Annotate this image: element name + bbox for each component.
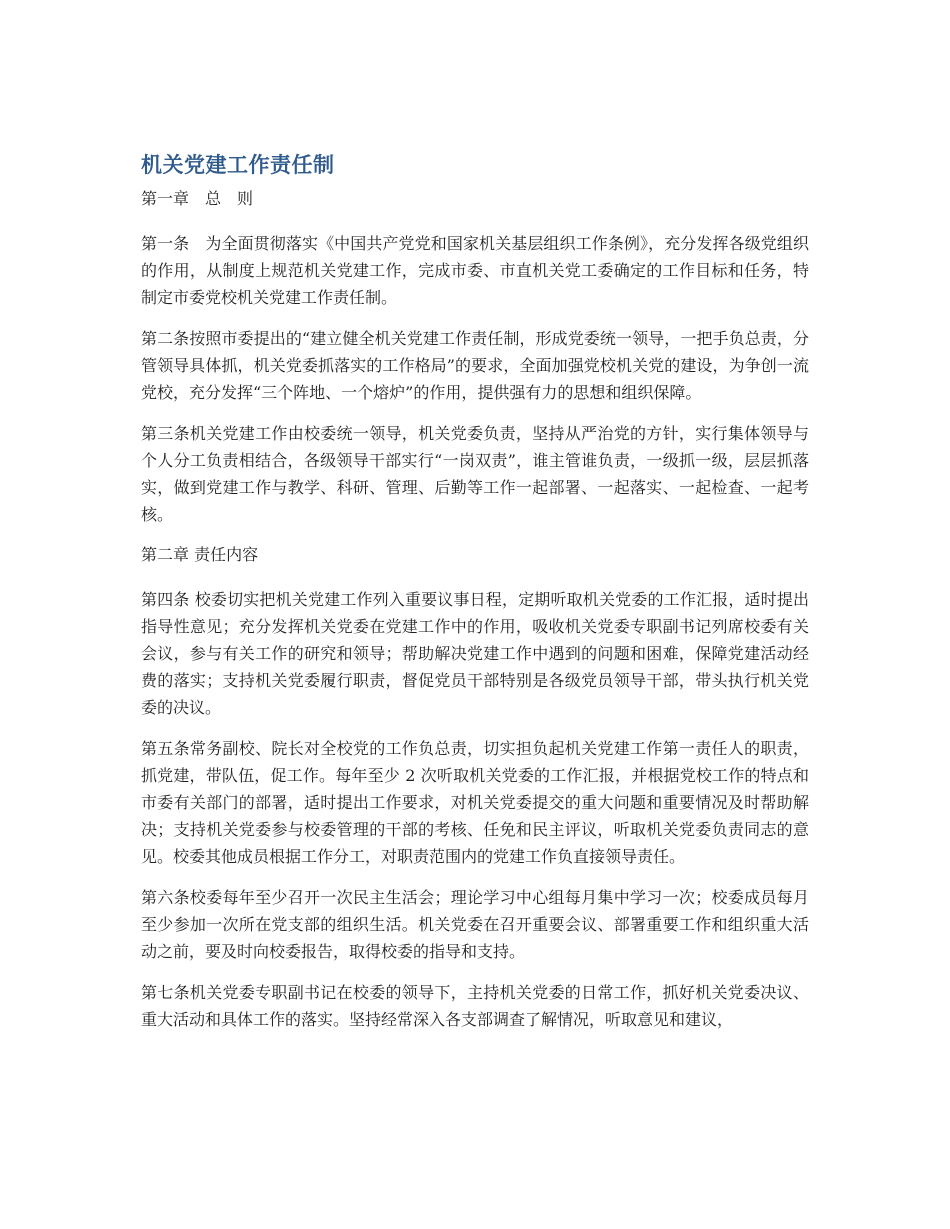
document-page <box>141 150 809 1047</box>
article-4: 第四条 校委切实把机关党建工作列入重要议事日程，定期听取机关党委的工作汇报，适时提出指导性意见；充分发挥机关党委在党建工作中的作用，吸收机关党委专职副书记列席校委有关会议，参与有关工作的研究和领导；帮助解决党建工作中遇到的问题和困难，保障党建活动经费的落实；支持机关党委履行职责，督促党员干部特别是各级党员领导干部，带头执行机关党委的决议。 <box>141 590 809 717</box>
chapter-heading-2: 第二章 责任内容 <box>141 545 259 564</box>
article-1: 第一条 为全面贯彻落实《中国共产党党和国家机关基层组织工作条例》，充分发挥各级党组织的作用，从制度上规范机关党建工作，完成市委、市直机关党工委确定的工作目标和任务，特制定市委党校机关党建工作责任制。 <box>141 234 809 307</box>
article-7: 第七条机关党委专职副书记在校委的领导下，主持机关党委的日常工作，抓好机关党委决议、重大活动和具体工作的落实。坚持经常深入各支部调查了解情况，听取意见和建议， <box>141 983 809 1029</box>
chapter-heading-1: 第一章 总 则 <box>141 189 254 208</box>
article-5: 第五条常务副校、院长对全校党的工作负总责，切实担负起机关党建工作第一责任人的职责，抓党建，带队伍，促工作。每年至少 2 次听取机关党委的工作汇报，并根据党校工作的特点和市委有关部门的部署，适时提出工作要求，对机关党委提交的重大问题和重要情况及时帮助解决；支持机关党委参与校委管理的干部的考核、任免和民主评议，听取机关党委负责同志的意见。校委其他成员根据工作分工，对职责范围内的党建工作负直接领导责任。 <box>141 739 809 866</box>
document-title: 机关党建工作责任制 <box>141 153 335 177</box>
article-6: 第六条校委每年至少召开一次民主生活会；理论学习中心组每月集中学习一次；校委成员每月至少参加一次所在党支部的组织生活。机关党委在召开重要会议、部署重要工作和组织重大活动之前，要及时向校委报告，取得校委的指导和支持。 <box>141 888 809 961</box>
article-3: 第三条机关党建工作由校委统一领导，机关党委负责，坚持从严治党的方针，实行集体领导与个人分工负责相结合，各级领导干部实行“一岗双责”，谁主管谁负责，一级抓一级，层层抓落实，做到党建工作与教学、科研、管理、后勤等工作一起部署、一起落实、一起检查、一起考核。 <box>141 424 809 524</box>
article-2: 第二条按照市委提出的“建立健全机关党建工作责任制，形成党委统一领导，一把手负总责，分管领导具体抓，机关党委抓落实的工作格局”的要求，全面加强党校机关党的建设，为争创一流党校，充分发挥“三个阵地、一个熔炉”的作用，提供强有力的思想和组织保障。 <box>141 329 809 402</box>
